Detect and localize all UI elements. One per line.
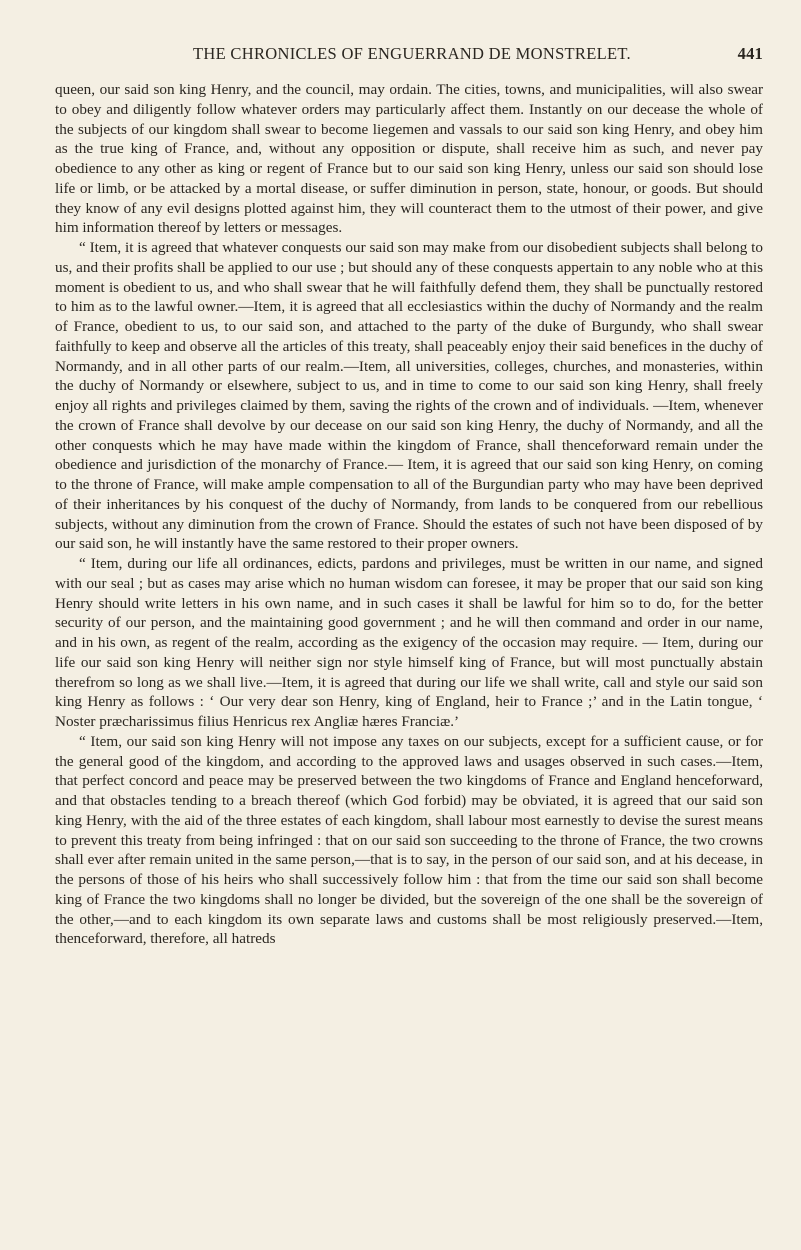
page-number: 441 — [737, 44, 763, 63]
running-header — [117, 44, 763, 66]
paragraph: queen, our said son king Henry, and the council, may ordain. The cities, towns, and municipalities, will also swear to obey and diligently follow whatever orders may particularly affect them. Instantly on our decease the whole of the subjects of our kingdom shall swear to become liegemen and vassals to our said son king Henry, and obey him as the true king of France, and, without any opposition or dispute, shall receive him as such, and never pay obedience to any other as king or regent of France but to our said son king Henry, unless our said son should lose life or limb, or be attacked by a mortal disease, or suffer diminution in person, state, honour, or goods. But should they know of any evil designs plotted against him, they will counteract them to the utmost of their power, and give him information thereof by letters or messages. — [55, 81, 763, 237]
paragraph: “ Item, our said son king Henry will not impose any taxes on our subjects, except for a sufficient cause, or for the general good of the kingdom, and according to the approved laws and usages observed in such cases.—Item, that perfect concord and peace may be preserved between the two kingdoms of France and England henceforward, and that obstacles tending to a breach thereof (which God forbid) may be obviated, it is agreed that our said son king Henry, with the aid of the three estates of each kingdom, shall labour most earnestly to devise the surest means to prevent this treaty from being infringed : that on our said son succeeding to the throne of France, the two crowns shall ever after remain united in the same person,—that is to say, in the person of our said son, and at his decease, in the persons of those of his heirs who shall successively follow him : that from the time our said son shall become king of France the two kingdoms shall no longer be divided, but the sovereign of the one shall be the sovereign of the other,—and to each kingdom its own separate laws and customs shall be most religiously preserved.—Item, thenceforward, therefore, all hatreds — [55, 732, 763, 948]
body-text — [55, 80, 763, 949]
paragraph: “ Item, during our life all ordinances, edicts, pardons and privileges, must be written in our name, and signed with our seal ; but as cases may arise which no human wisdom can foresee, it may be proper that our said son king Henry should write letters in his own name, and in such cases it shall be lawful for him so to do, for the better security of our person, and the maintaining good government ; and he will then command and order in our name, and in his own, as regent of the realm, according as the exigency of the occasion may require. — Item, during our life our said son king Henry will neither sign nor style himself king of France, but will most punctually abstain therefrom so long as we shall live.—Item, it is agreed that during our life we shall write, call and style our said son king Henry as follows : ‘ Our very dear son Henry, king of England, heir to France ;’ and in the Latin tongue, ‘ Noster præcharissimus filius Henricus rex Angliæ hæres Franciæ.’ — [55, 555, 763, 730]
paragraph: “ Item, it is agreed that whatever conquests our said son may make from our disobedient subjects shall belong to us, and their profits shall be applied to our use ; but should any of these conquests appertain to any noble who at this moment is obedient to us, and who shall swear that he will faithfully defend them, they shall be punctually restored to him as to the lawful owner.—Item, it is agreed that all ecclesiastics within the duchy of Normandy and the realm of France, obedient to us, to our said son, and attached to the party of the duke of Burgundy, who shall swear faithfully to keep and observe all the articles of this treaty, shall peaceably enjoy their said benefices in the duchy of Normandy, and in all other parts of our realm.—Item, all universities, colleges, churches, and monasteries, within the duchy of Normandy or elsewhere, subject to us, and in time to come to our said son king Henry, shall freely enjoy all rights and privileges claimed by them, saving the rights of the crown and of individuals. —Item, whenever the crown of France shall devolve by our decease on our said son king Henry, the duchy of Normandy, and all the other conquests which he may have made within the kingdom of France, shall thenceforward remain under the obedience and jurisdiction of the monarchy of France.— Item, it is agreed that our said son king Henry, on coming to the throne of France, will make ample compensation to all of the Burgundian party who may have been deprived of their inheritances by his conquest of the duchy of Normandy, from lands to be conquered from our rebellious subjects, without any diminution from the crown of France. Should the estates of such not have been disposed of by our said son, he will instantly have the same restored to their proper owners. — [55, 239, 763, 553]
running-title: THE CHRONICLES OF ENGUERRAND DE MONSTRELET. — [193, 44, 631, 63]
